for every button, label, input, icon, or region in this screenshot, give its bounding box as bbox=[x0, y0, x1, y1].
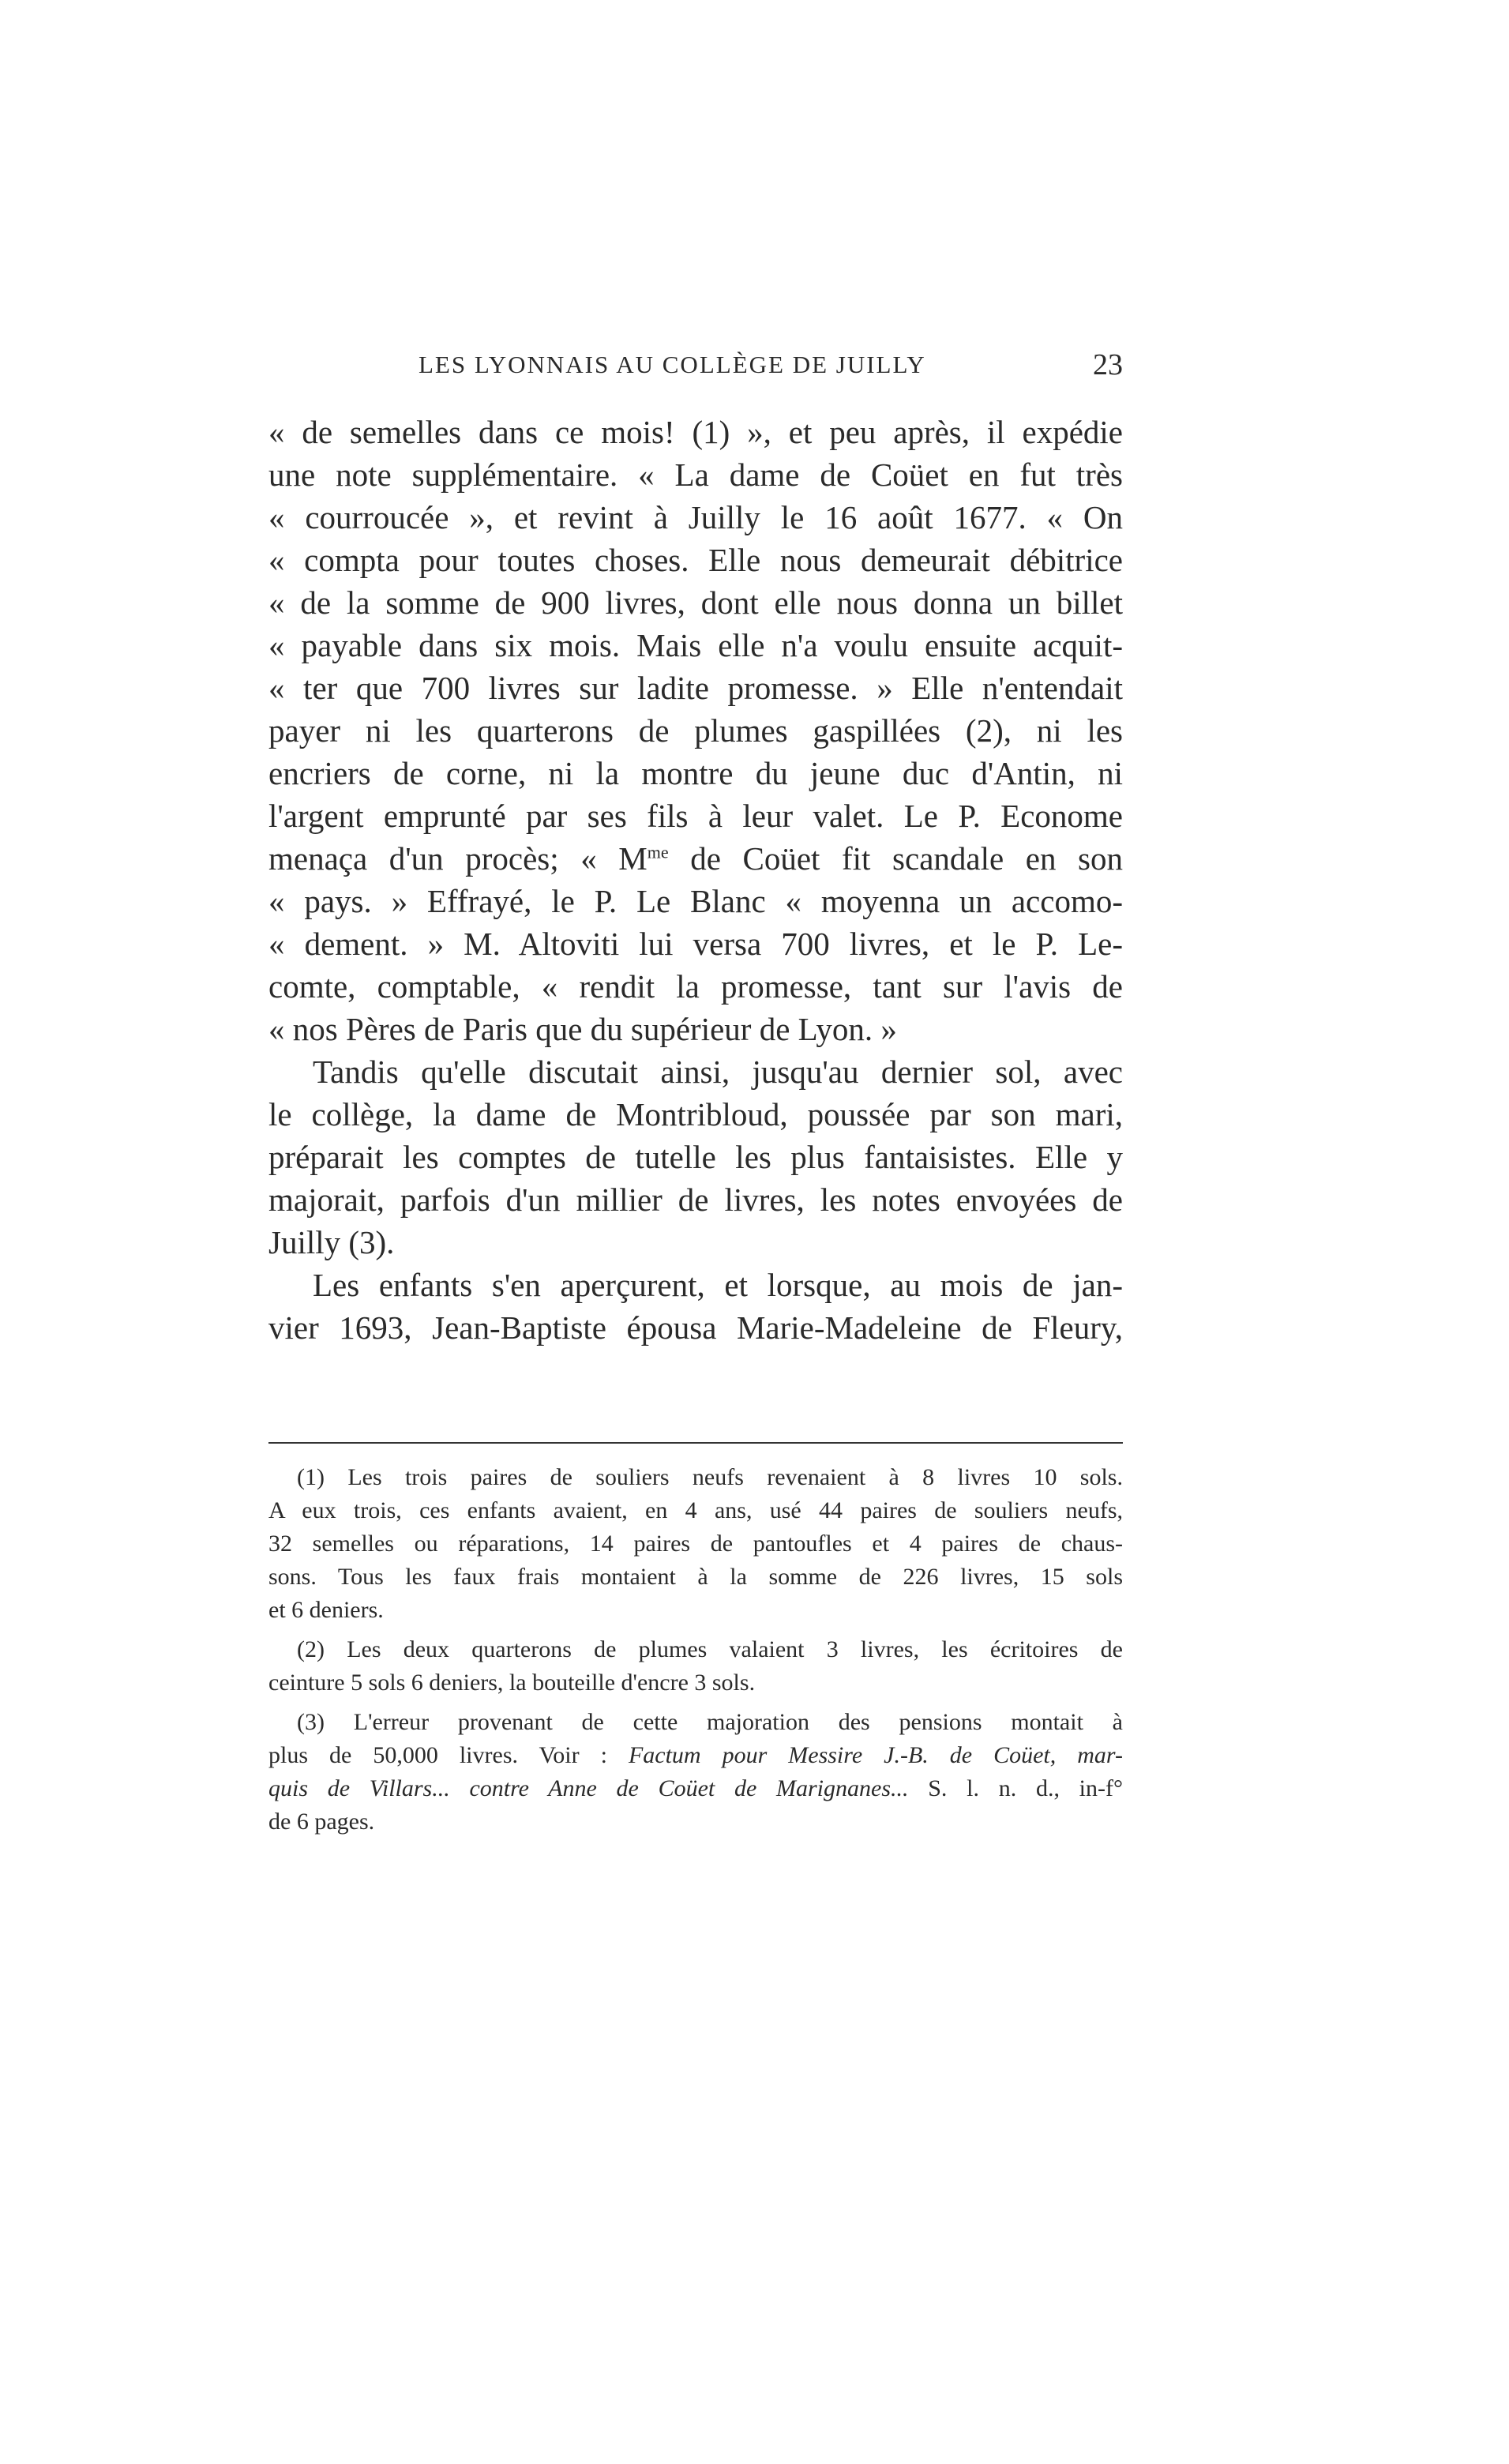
text-line: une note supplémentaire. « La dame de Coüet en fut très bbox=[268, 456, 1123, 493]
footnote-line: et 6 deniers. bbox=[268, 1597, 384, 1623]
footnote-citation-italic: Factum pour Messire J.-B. de Coüet, mar- bbox=[628, 1742, 1123, 1768]
running-head: LES LYONNAIS AU COLLÈGE DE JUILLY bbox=[419, 351, 926, 378]
text-line: « payable dans six mois. Mais elle n'a voulu ensuite acquit- bbox=[268, 627, 1123, 663]
superscript-abbrev: me bbox=[647, 842, 669, 862]
text-line: le collège, la dame de Montribloud, poussée par son mari, bbox=[268, 1096, 1123, 1132]
text-line: « de la somme de 900 livres, dont elle nous donna un billet bbox=[268, 584, 1123, 621]
text-line: payer ni les quarterons de plumes gaspillées (2), ni les bbox=[268, 712, 1123, 749]
footnote-line: (1) Les trois paires de souliers neufs revenaient à 8 livres 10 sols. bbox=[297, 1464, 1123, 1490]
footnote-line bbox=[268, 1739, 1123, 1772]
paragraph-first-line: Tandis qu'elle discutait ainsi, jusqu'au dernier sol, avec bbox=[313, 1054, 1123, 1090]
page-number: 23 bbox=[1093, 348, 1123, 381]
text-line: « courroucée », et revint à Juilly le 16 août 1677. « On bbox=[268, 499, 1123, 535]
footnote-citation-italic: quis de Villars... contre Anne de Coüet de Marignanes... bbox=[268, 1775, 909, 1801]
footnote-line: sons. Tous les faux frais montaient à la somme de 226 livres, 15 sols bbox=[268, 1564, 1123, 1590]
text-line-with-superscript bbox=[268, 837, 1123, 880]
text-line: l'argent emprunté par ses fils à leur valet. Le P. Econome bbox=[268, 798, 1123, 834]
text-line: « nos Pères de Paris que du supérieur de Lyon. » bbox=[268, 1011, 897, 1047]
text-line: « dement. » M. Altoviti lui versa 700 livres, et le P. Le- bbox=[268, 926, 1123, 962]
page-header bbox=[268, 347, 1123, 387]
footnote-line: de 6 pages. bbox=[268, 1809, 375, 1835]
text-line: « pays. » Effrayé, le P. Le Blanc « moyenna un accomo- bbox=[268, 883, 1123, 919]
text-fragment: menaça d'un procès; « M bbox=[268, 840, 648, 877]
footnote-line: 32 semelles ou réparations, 14 paires de pantoufles et 4 paires de chaus- bbox=[268, 1531, 1123, 1557]
text-line: vier 1693, Jean-Baptiste épousa Marie-Madeleine de Fleury, bbox=[268, 1309, 1123, 1346]
footnote-line bbox=[268, 1772, 1123, 1805]
text-line: préparait les comptes de tutelle les plus fantaisistes. Elle y bbox=[268, 1139, 1123, 1175]
footnote-separator bbox=[268, 1442, 1123, 1444]
paragraph-first-line: Les enfants s'en aperçurent, et lorsque, au mois de jan- bbox=[313, 1267, 1123, 1303]
footnote-text: plus de 50,000 livres. Voir : bbox=[268, 1742, 629, 1768]
text-line: Juilly (3). bbox=[268, 1224, 395, 1260]
footnote-line: (3) L'erreur provenant de cette majoration des pensions montait à bbox=[297, 1709, 1123, 1735]
text-line: « compta pour toutes choses. Elle nous demeurait débitrice bbox=[268, 542, 1123, 578]
text-fragment: de Coüet fit scandale en son bbox=[668, 840, 1123, 877]
text-line: « ter que 700 livres sur ladite promesse. » Elle n'entendait bbox=[268, 670, 1123, 706]
footnote-text: S. l. n. d., in-f° bbox=[908, 1775, 1123, 1801]
footnote-line: A eux trois, ces enfants avaient, en 4 ans, usé 44 paires de souliers neufs, bbox=[268, 1497, 1123, 1523]
footnote-line: (2) Les deux quarterons de plumes valaient 3 livres, les écritoires de bbox=[297, 1636, 1123, 1662]
text-line: majorait, parfois d'un millier de livres, les notes envoyées de bbox=[268, 1181, 1123, 1218]
text-line: « de semelles dans ce mois! (1) », et peu après, il expédie bbox=[268, 414, 1123, 450]
footnotes bbox=[268, 1461, 1123, 1839]
main-text bbox=[268, 411, 1123, 1349]
text-line: comte, comptable, « rendit la promesse, tant sur l'avis de bbox=[268, 968, 1123, 1005]
text-line: encriers de corne, ni la montre du jeune duc d'Antin, ni bbox=[268, 755, 1123, 791]
footnote-line: ceinture 5 sols 6 deniers, la bouteille d'encre 3 sols. bbox=[268, 1670, 756, 1696]
